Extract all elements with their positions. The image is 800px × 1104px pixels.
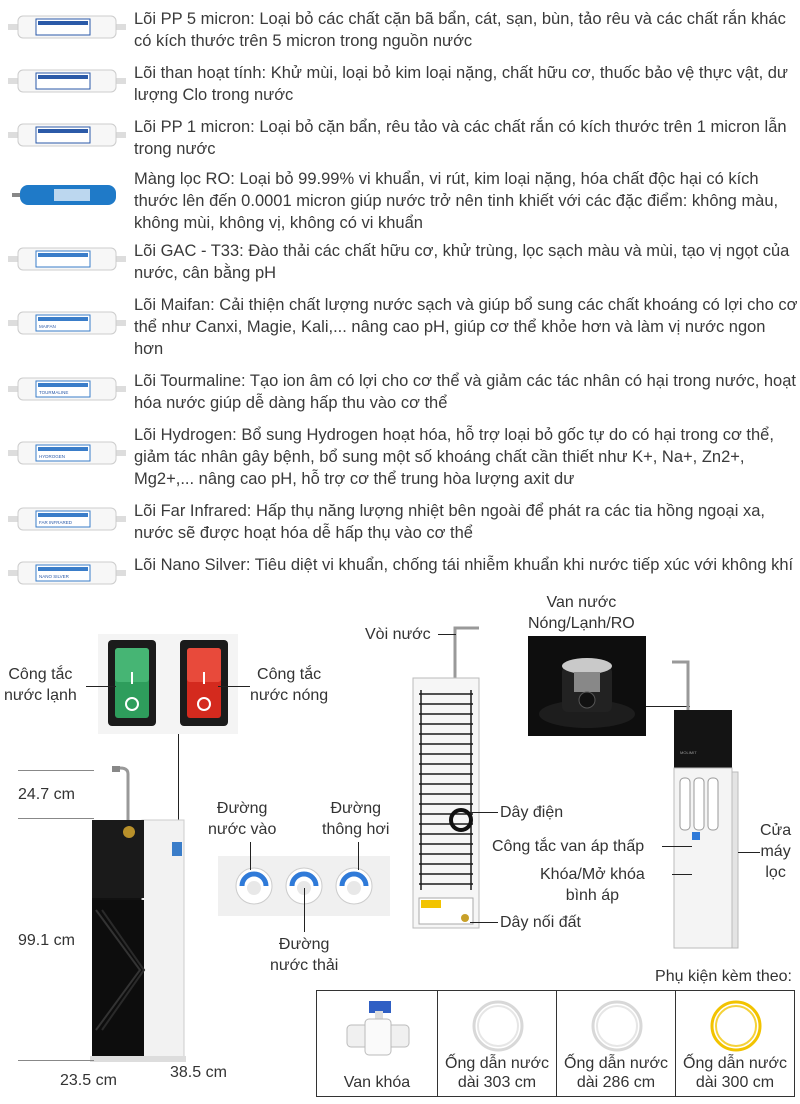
- filter-cartridge-label: NANO SILVER: [39, 574, 69, 579]
- filter-cartridge-icon: [8, 120, 126, 150]
- accessory-tube-286: [556, 990, 676, 1097]
- accessory-label: Ống dẫn nước dài 300 cm: [683, 1055, 787, 1091]
- filter-cartridge-label: HYDROGEN: [39, 454, 66, 459]
- machine-open-image: [660, 654, 760, 954]
- faucet-label: Vòi nước: [365, 626, 431, 643]
- waste-label: Đường nước thải: [270, 936, 339, 974]
- filter-cartridge-icon: [8, 66, 126, 96]
- filter-description: Lõi than hoạt tính: Khử mùi, loại bỏ kim loại nặng, chất hữu cơ, thuốc bảo vệ thực vật, dư lượng Clo trong nước: [134, 64, 788, 104]
- filter-cartridge-icon: [8, 12, 126, 42]
- yellow-tube-coil-icon: [704, 997, 768, 1055]
- filter-description: Lõi Hydrogen: Bổ sung Hydrogen hoạt hóa, hỗ trợ loại bỏ gốc tự do có hại trong cơ thể, giảm tác nhân gây bệnh, bổ sung một số khoáng chất cần thiết như K+, Na+, Zn2+, Mg2+,... nâng cao pH, hỗ trợ cơ thể trung hòa lượng axit dư: [134, 426, 774, 488]
- filter-description: Lõi Maifan: Cải thiện chất lượng nước sạch và giúp bổ sung các chất khoáng có lợi cho cơ thể như Canxi, Magie, Kali,... nâng cao pH, giúp cơ thể khỏe hơn và làm vị nước ngon hơn: [134, 296, 798, 358]
- valve-detail: [528, 636, 646, 736]
- filter-description: Lõi PP 5 micron: Loại bỏ các chất cặn bã bẩn, cát, sạn, bùn, tảo rêu và các chất rắn khác có kích thước trên 5 micron trong nguồn nước: [134, 10, 786, 50]
- dimension-top: 24.7 cm: [18, 786, 75, 803]
- accessories-title: Phụ kiện kèm theo:: [655, 968, 792, 985]
- hot-switch-label: Công tắc nước nóng: [250, 666, 329, 704]
- dimension-width: 23.5 cm: [60, 1072, 117, 1089]
- dimension-depth: 38.5 cm: [170, 1064, 227, 1081]
- filter-description: Lõi PP 1 micron: Loại bỏ cặn bẩn, rêu tảo và các chất rắn có kích thước trên 1 micron lẫn trong nước: [134, 118, 787, 158]
- filter-cartridge-icon: [8, 244, 126, 274]
- tank-lock-label: Khóa/Mở khóa bình áp: [540, 866, 645, 904]
- filter-description: Lõi GAC - T33: Đào thải các chất hữu cơ, khử trùng, lọc sạch màu và mùi, tạo vị ngọt của nước, cân bằng pH: [134, 242, 790, 282]
- filter-cartridge-icon: [8, 180, 126, 210]
- filter-description: Màng lọc RO: Loại bỏ 99.99% vi khuẩn, vi rút, kim loại nặng, hóa chất độc hại có kích thước lên đến 0.0001 micron giúp nước trở nên tinh khiết với các đặc điểm: không màu, không mùi, không vị, không có vi khuẩn: [134, 170, 779, 232]
- accessory-label: Ống dẫn nước dài 286 cm: [564, 1055, 668, 1091]
- filter-description: Lõi Tourmaline: Tạo ion âm có lợi cho cơ thể và giảm các tác nhân có hại trong nước, hoạt hóa nước giúp dễ dàng hấp thu vào cơ thể: [134, 372, 796, 412]
- filter-description: Lõi Nano Silver: Tiêu diệt vi khuẩn, chống tái nhiễm khuẩn khi nước tiếp xúc với không khí: [134, 556, 794, 574]
- filter-cartridge-icon: [8, 438, 126, 468]
- accessory-tube-300: [675, 990, 795, 1097]
- brand-text: MOLIMIT: [680, 750, 697, 755]
- filter-cartridge-icon: [8, 374, 126, 404]
- ground-wire-label: Dây nối đất: [500, 914, 581, 931]
- filter-cartridge-icon: [8, 504, 126, 534]
- shutoff-valve-icon: [341, 997, 415, 1067]
- accessory-label: Van khóa: [343, 1074, 411, 1091]
- tube-coil-icon: [466, 997, 530, 1055]
- tube-coil-icon: [585, 997, 649, 1055]
- filter-cartridge-icon: [8, 558, 126, 588]
- accessory-tube-303: [437, 990, 557, 1097]
- vent-label: Đường thông hơi: [322, 800, 390, 838]
- machine-front-image: [60, 760, 200, 1070]
- filter-cartridge-icon: [8, 308, 126, 338]
- low-pressure-label: Công tắc van áp thấp: [492, 838, 645, 855]
- cold-switch-label: Công tắc nước lạnh: [4, 666, 77, 704]
- accessory-label: Ống dẫn nước dài 303 cm: [445, 1055, 549, 1091]
- filter-description: Lõi Far Infrared: Hấp thụ năng lượng nhiệt bên ngoài để phát ra các tia hồng ngoại xa, nước sẽ được hoạt hóa dễ hấp thụ vào cơ thể: [134, 502, 765, 542]
- filter-cartridge-label: MAIFAN: [39, 324, 56, 329]
- door-label: Cửa máy lọc: [760, 822, 792, 881]
- valve-label: Van nước Nóng/Lạnh/RO: [528, 594, 635, 632]
- dimension-height: 99.1 cm: [18, 932, 75, 949]
- power-cord-label: Dây điện: [500, 804, 564, 821]
- accessory-valve: [316, 990, 438, 1097]
- switch-panel: [98, 634, 238, 734]
- filter-cartridge-label: TOURMALINE: [39, 390, 69, 395]
- switch-pair-image: [98, 634, 238, 734]
- machine-back-image: [405, 620, 485, 940]
- water-in-label: Đường nước vào: [208, 800, 277, 838]
- filter-cartridge-label: FAR INFRARED: [39, 520, 73, 525]
